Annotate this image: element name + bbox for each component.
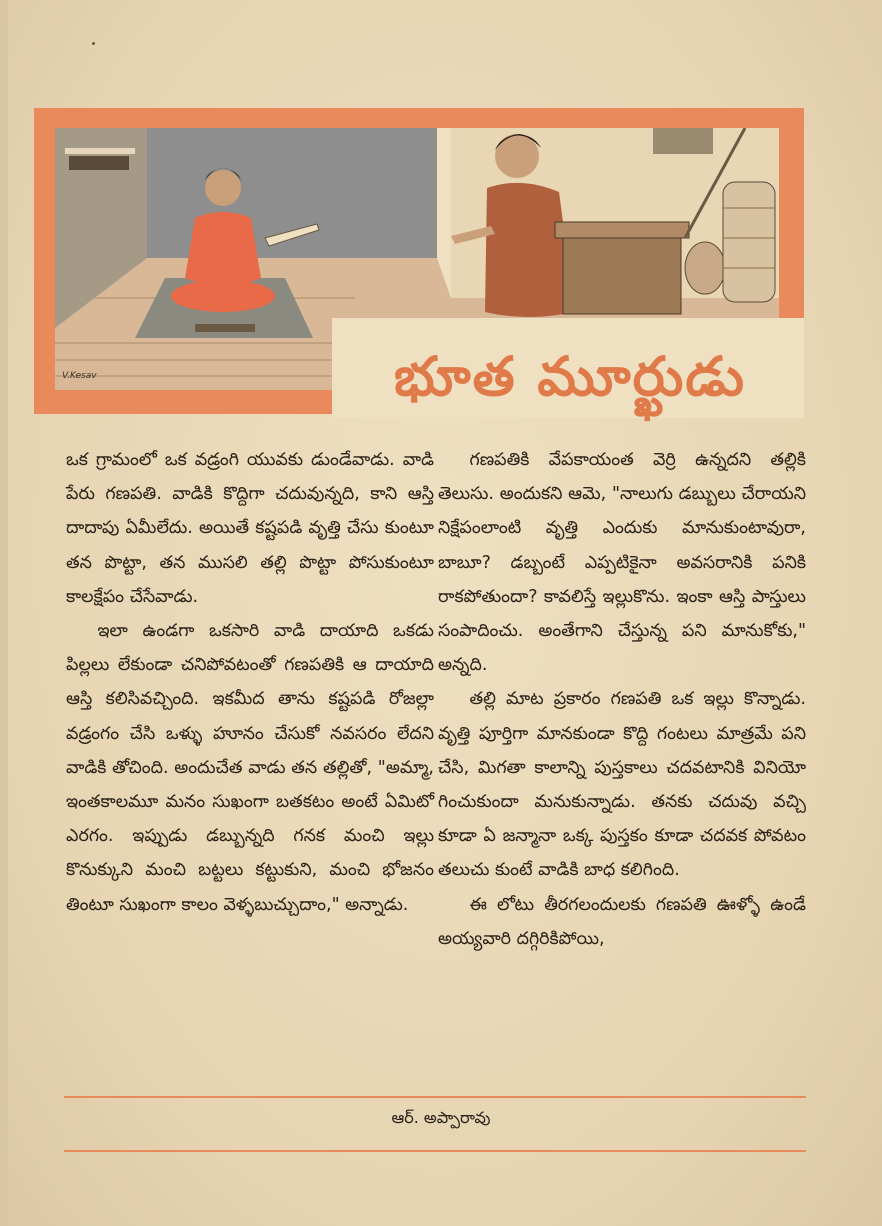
divider-top [64, 1096, 806, 1098]
paper-speck [92, 42, 95, 45]
paragraph: ఇలా ఉండగా ఒకసారి వాడి దాయాది ఒకడు పిల్లలు లేకుండా చనిపోవటంతో గణపతికి ఆ దాయాది ఆస్తి కలిసివచ్చింది. ఇకమీద తాను కష్టపడి రోజల్లా వడ్రంగం చేసి ఒళ్ళు హూనం చేసుకో నవసరం లేదని వాడికి తోచింది. అందుచేత వాడు తన తల్లితో, "అమ్మా, ఇంతకాలమూ మనం సుఖంగా బతకటం అంటే ఏమిటో ఎరగం. ఇప్పుడు డబ్బున్నది గనక మంచి ఇల్లు కొనుక్కుని మంచి బట్టలు కట్టుకుని, మంచి భోజనం తింటూ సుఖంగా కాలం వెళ్ళబుచ్చుదాం," అన్నాడు. [66, 621, 434, 915]
paragraph: ఒక గ్రామంలో ఒక వడ్రంగి యువకు డుండేవాడు. వాడి పేరు గణపతి. వాడికి కొద్దిగా చదువున్నది, కాని ఆస్తి దాదాపు ఏమీలేదు. అయితే కష్టపడి వృత్తి చేసు కుంటూ తన పొట్టా, తన ముసలి తల్లి పొట్టా పోసుకుంటూ కాలక్షేపం చేసేవాడు. [66, 450, 434, 607]
page-edge [0, 0, 8, 1226]
paragraph: తల్లి మాట ప్రకారం గణపతి ఒక ఇల్లు కొన్నాడు. వృత్తి పూర్తిగా మానకుండా కొద్ది గంటలు మాత్రమే పని చేసి, మిగతా కాలాన్ని పుస్తకాలు చదవటానికి వినియో గించుకుందా మనుకున్నాడు. తనకు చదువు వచ్చి కూడా ఏ జన్మానా ఒక్క పుస్తకం కూడా చదవక పోవటం తలుచు కుంటే వాడికి బాధ కలిగింది. [438, 689, 806, 881]
author-name: ఆర్. అప్పారావు [391, 1108, 491, 1127]
story-title: భూత మూర్ఖుడు [394, 344, 746, 408]
right-column [438, 443, 806, 956]
divider-bottom [64, 1150, 806, 1152]
paragraph: ఈ లోటు తీరగలందులకు గణపతి ఊళ్ళో ఉండే అయ్యవారి దగ్గిరికిపోయి, [438, 894, 806, 949]
left-column [66, 443, 434, 922]
illustrator-signature: V.Kesav [62, 371, 97, 381]
paragraph: గణపతికి వేపకాయంత వెర్రి ఉన్నదని తల్లికి తెలుసు. అందుకని ఆమె, "నాలుగు డబ్బులు చేరాయని నిక్షేపంలాంటి వృత్తి ఎందుకు మానుకుంటావురా, బాబూ? డబ్బంటే ఎప్పటికైనా అవసరానికి పనికి రాకపోతుందా? కావలిస్తే ఇల్లుకొను. ఇంకా ఆస్తి పాస్తులు సంపాదించు. అంతేగాని చేస్తున్న పని మానుకోకు," అన్నది. [438, 450, 806, 676]
